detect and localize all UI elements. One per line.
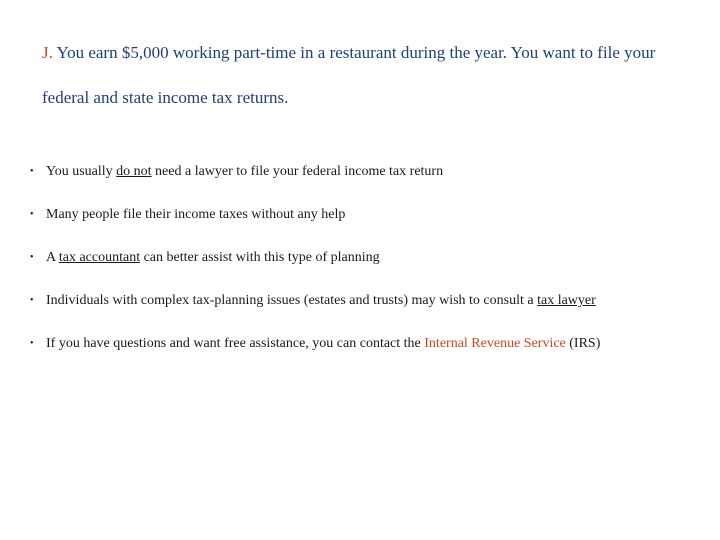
bullet-text-post: need a lawyer to file your federal income tax return: [151, 164, 444, 179]
bullet-dot-icon: •: [30, 252, 34, 263]
bullet-item-tax-accountant: [22, 236, 702, 279]
bullet-underlined-text: tax accountant: [58, 250, 141, 265]
slide-heading: [42, 30, 692, 120]
bullet-text: Many people file their income taxes without any help: [46, 207, 346, 222]
bullet-highlight-text: Internal Revenue Service: [424, 336, 566, 351]
heading-text: You earn $5,000 working part-time in a restaurant during the year. You want to file your federal and state income tax returns.: [42, 43, 656, 107]
bullet-text-pre: Individuals with complex tax-planning issues (estates and trusts) may wish to consult a: [46, 293, 538, 308]
bullet-text-pre: A: [46, 250, 59, 265]
bullet-text-post: can better assist with this type of planning: [140, 250, 380, 265]
bullet-item-tax-lawyer: [22, 279, 702, 322]
bullet-underlined-text: do not: [116, 164, 152, 179]
bullet-dot-icon: •: [30, 209, 34, 220]
bullet-dot-icon: •: [30, 295, 34, 306]
bullet-underlined-text: tax lawyer: [537, 293, 596, 308]
bullet-item-irs: [22, 322, 702, 365]
bullet-item-without-help: [22, 193, 702, 236]
heading-letter: J.: [42, 43, 53, 62]
bullet-item-no-lawyer: [22, 150, 702, 193]
bullet-dot-icon: •: [30, 166, 34, 177]
bullet-text-pre: You usually: [46, 164, 117, 179]
bullet-list: [22, 150, 702, 365]
bullet-text-post: (IRS): [565, 336, 601, 351]
bullet-dot-icon: •: [30, 338, 34, 349]
bullet-text-pre: If you have questions and want free assistance, you can contact the: [46, 336, 425, 351]
